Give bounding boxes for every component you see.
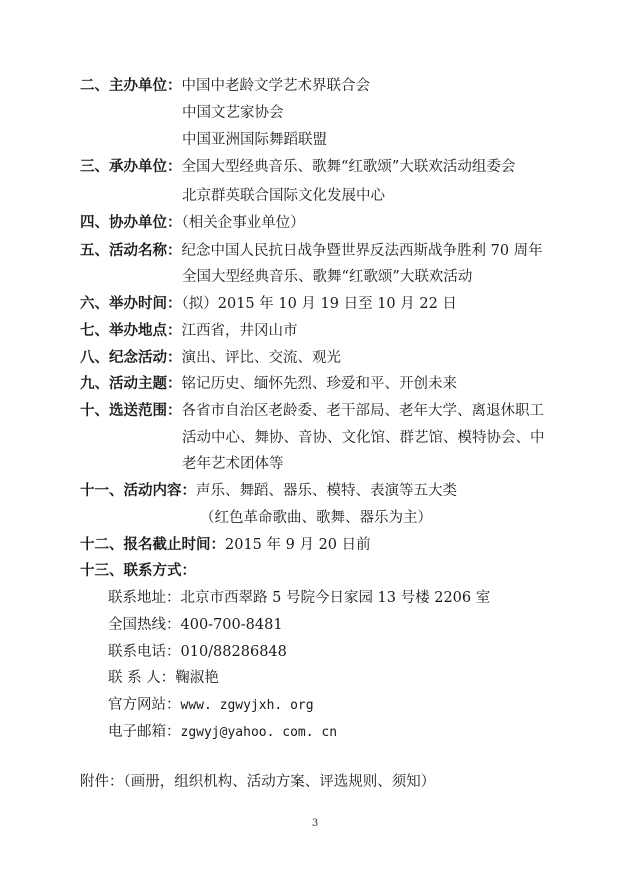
scope-line-2: 活动中心、舞协、音协、文化馆、群艺馆、模特协会、中: [182, 430, 545, 446]
commemoration-line-1: 演出、评比、交流、观光: [181, 350, 341, 366]
commemoration-label: 八、纪念活动：: [80, 350, 182, 366]
contact-person-value: 鞠淑艳: [175, 670, 219, 686]
event-name-label: 五、活动名称：: [80, 243, 182, 259]
page-number: 3: [311, 818, 319, 829]
content-row: [80, 480, 610, 502]
contact-person: [108, 667, 219, 689]
event-time-line-1: （拟）2015 年 10 月 19 日至 10 月 22 日: [181, 296, 457, 312]
contact-hotline: [108, 614, 283, 636]
contact-address: [108, 587, 490, 609]
contact-address-value: 北京市西翠路 5 号院今日家园 13 号楼 2206 室: [180, 590, 491, 606]
event-time-row: [80, 293, 610, 315]
contact-address-label: 联系地址：: [108, 590, 181, 606]
organizer-line-2: 中国文艺家协会: [182, 105, 284, 121]
contact-website-label: 官方网站：: [108, 697, 181, 713]
commemoration-row: [80, 347, 610, 369]
contact-phone: [108, 641, 287, 663]
organizer-line-1: 中国中老龄文学艺术界联合会: [181, 78, 370, 94]
contact-email: [108, 721, 337, 744]
contact-email-value: zgwyj@yahoo. com. cn: [180, 725, 338, 740]
contact-hotline-value: 400-700-8481: [180, 617, 283, 633]
organizer-label: 二、主办单位：: [80, 78, 182, 94]
event-time-label: 六、举办时间：: [80, 296, 182, 312]
contact-label: 十三、联系方式：: [80, 563, 196, 579]
event-place-line-1: 江西省，井冈山市: [181, 323, 298, 339]
contact-website-value: www. zgwyjxh. org: [180, 698, 314, 713]
undertaker-row: [80, 156, 610, 178]
co-organizer-row: [80, 212, 610, 234]
contact-row: [80, 560, 610, 582]
theme-row: [80, 373, 610, 395]
scope-line-1: 各省市自治区老龄委、老干部局、老年大学、离退休职工: [181, 403, 544, 419]
attachment-note: 附件：（画册，组织机构、活动方案、评选规则、须知）: [80, 774, 436, 790]
contact-website: [108, 694, 314, 717]
event-name-line-2: 全国大型经典音乐、歌舞“红歌颂”大联欢活动: [182, 269, 473, 285]
scope-row: [80, 400, 610, 422]
content-line-2: （红色革命歌曲、歌舞、器乐为主）: [200, 510, 432, 526]
deadline-row: [80, 534, 610, 556]
undertaker-line-2: 北京群英联合国际文化发展中心: [182, 188, 385, 204]
deadline-label: 十二、报名截止时间：: [80, 537, 225, 553]
organizer-row: [80, 75, 610, 97]
event-name-row: [80, 240, 610, 262]
co-organizer-line-1: （相关企事业单位）: [181, 215, 305, 231]
scope-label: 十、选送范围：: [80, 403, 182, 419]
event-place-label: 七、举办地点：: [80, 323, 182, 339]
content-line-1: 声乐、舞蹈、器乐、模特、表演等五大类: [196, 483, 457, 499]
contact-phone-label: 联系电话：: [108, 644, 181, 660]
event-name-line-1: 纪念中国人民抗日战争暨世界反法西斯战争胜利 70 周年: [181, 243, 543, 259]
contact-phone-value: 010/88286848: [180, 644, 287, 660]
theme-label: 九、活动主题：: [80, 376, 182, 392]
event-place-row: [80, 320, 610, 342]
theme-line-1: 铭记历史、缅怀先烈、珍爱和平、开创未来: [181, 376, 457, 392]
undertaker-line-1: 全国大型经典音乐、歌舞“红歌颂”大联欢活动组委会: [181, 159, 516, 175]
contact-email-label: 电子邮箱：: [108, 724, 181, 740]
content-label: 十一、活动内容：: [80, 483, 196, 499]
scope-line-3: 老年艺术团体等: [182, 456, 284, 472]
co-organizer-label: 四、协办单位：: [80, 215, 182, 231]
contact-hotline-label: 全国热线：: [108, 617, 181, 633]
contact-person-label: 联 系 人：: [108, 670, 176, 686]
organizer-line-3: 中国亚洲国际舞蹈联盟: [182, 132, 327, 148]
undertaker-label: 三、承办单位：: [80, 159, 182, 175]
deadline-line-1: 2015 年 9 月 20 日前: [225, 537, 371, 553]
